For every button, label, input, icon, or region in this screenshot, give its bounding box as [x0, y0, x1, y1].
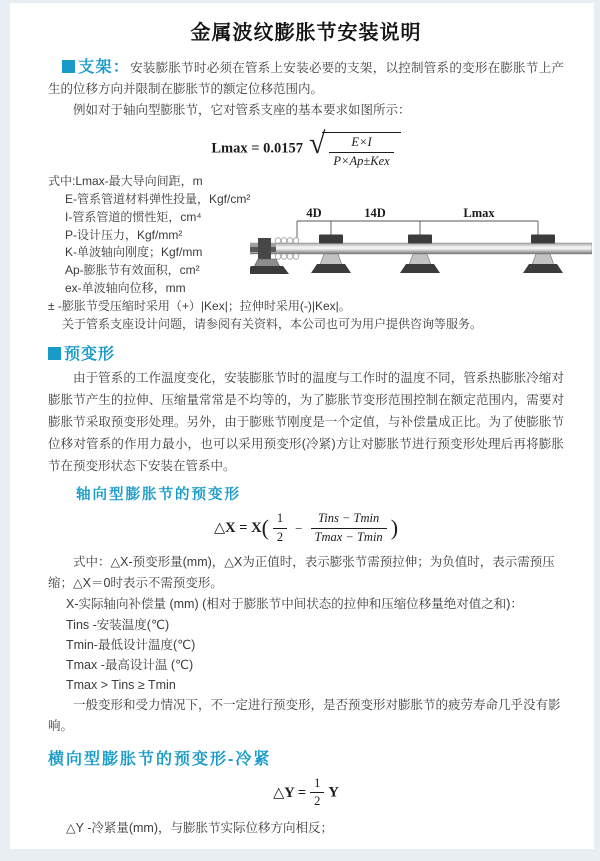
pipe	[250, 243, 592, 254]
dimension-label-4d: 4D	[306, 206, 322, 221]
formula-dx-denominator: Tmax − Tmin	[314, 530, 383, 545]
dimension-label-lmax: Lmax	[463, 206, 495, 221]
lateral-note: △Y -冷紧量(mm)，与膨胀节实际位移方向相反；	[66, 820, 334, 835]
dimension-label-14d: 14D	[364, 206, 386, 221]
support-intro-text: 安装膨胀节时必须在管系上安装必要的支架，以控制管系的变形在膨胀节上产生的位移方向并限制在膨胀节的额定位移范围内。	[48, 61, 564, 96]
formula-lmax	[48, 129, 564, 169]
formula-dx-numerator: Tins − Tmin	[311, 511, 387, 529]
formula-lmax-denominator: P×Ap±Kex	[333, 153, 390, 168]
support-example-line: 例如对于轴向型膨胀节，它对管系支座的基本要求如图所示：	[73, 103, 411, 117]
definition-line: 式中:Lmax-最大导向间距，m	[48, 174, 203, 189]
formula-dy-numerator: 1	[310, 776, 324, 794]
support-intro-paragraph	[48, 57, 564, 100]
document-page	[10, 3, 594, 849]
temp-definition-line: Tmax -最高设计温 (℃)	[66, 657, 194, 672]
half-denominator: 2	[276, 530, 284, 545]
axial-note-general: 一般变形和受力情况下，不一定进行预变形，是否预变形对膨胀节的疲劳寿命几乎没有影响。	[48, 697, 561, 733]
section-marker-icon	[62, 60, 75, 73]
axial-note-main: 式中：△X-预变形量(mm)，△X为正值时，表示膨张节需预拉伸；为负值时，表示需预压缩；△X＝0时表示不需预变形。	[48, 554, 555, 590]
page-title: 金属波纹膨胀节安装说明	[190, 22, 422, 44]
formula-delta-y	[48, 776, 564, 810]
definition-line: ± -膨胀节受压缩时采用（+）|Kex|；拉伸时采用(-)|Kex|。	[48, 298, 351, 313]
definitions-block	[48, 173, 564, 333]
radical	[309, 129, 401, 169]
definition-line: E-管系管道材料弹性投量，Kgf/cm²	[65, 192, 251, 207]
preform-section-heading	[48, 341, 564, 364]
close-paren: )	[390, 515, 399, 541]
pipe-support-diagram	[250, 203, 592, 298]
temp-inequality-line: Tmax > Tins ≥ Tmin	[66, 677, 176, 692]
minus-sign: −	[295, 520, 303, 536]
definition-line: 关于管系支座设计问题，请参阅有关资料，本公司也可为用户提供咨询等服务。	[62, 316, 483, 331]
temp-definition-line: Tins -安装温度(℃)	[66, 617, 170, 632]
formula-lmax-numerator: E×I	[329, 135, 393, 153]
definition-line: I-管系管道的惯性矩，cm⁴	[65, 209, 202, 224]
axial-subsection-heading: 轴向型膨胀节的预变形	[76, 487, 241, 504]
definition-line: K-单波轴向刚度；Kgf/mm	[65, 245, 203, 260]
preform-paragraph: 由于管系的工作温度变化，安装膨胀节时的温度与工作时的温度不同，管系热膨胀冷缩对膨胀节产生的拉伸、压缩量常常是不均等的，为了膨胀节变形范围控制在额定范围内，需要对膨胀节采取预变形处理。另外，由于膨账节刚度是一个定值，与补偿量成正比。为了使膨胀节位移对管系的作用力最小，也可以采用预变形(冷紧)方让对膨胀节进行预变形处理后再将膨胀节在预变形状态下安装在管系中。	[48, 371, 564, 474]
formula-delta-x	[48, 511, 564, 545]
formula-dx-lhs: △X = X	[213, 520, 262, 537]
temp-definition-line: Tmin-最低设计温度(℃)	[66, 637, 196, 652]
formula-dy-lhs: △Y =	[273, 784, 307, 801]
formula-dy-rhs: Y	[328, 784, 339, 801]
support-section-heading: 支架：	[78, 59, 131, 76]
preform-heading-text: 预变形	[64, 346, 116, 364]
definition-line: Ap-膨胀节有效面积，cm²	[65, 263, 200, 278]
definition-line: P-设计压力，Kgf/mm²	[65, 227, 183, 242]
formula-dy-denominator: 2	[314, 794, 321, 809]
section-marker-icon	[48, 347, 61, 360]
sqrt-sign-icon: √	[308, 127, 326, 160]
formula-lmax-lhs: Lmax = 0.0157	[211, 140, 303, 157]
half-numerator: 1	[273, 511, 287, 529]
open-paren: (	[261, 515, 269, 541]
axial-note-x: X-实际轴向补偿量 (mm) (相对于膨胀节中间状态的拉伸和压缩位移量绝对值之和)：	[66, 596, 523, 611]
lateral-subsection-heading: 横向型膨胀节的预变形-冷紧	[48, 750, 272, 768]
definition-line: ex-单波轴向位移，mm	[65, 281, 186, 296]
